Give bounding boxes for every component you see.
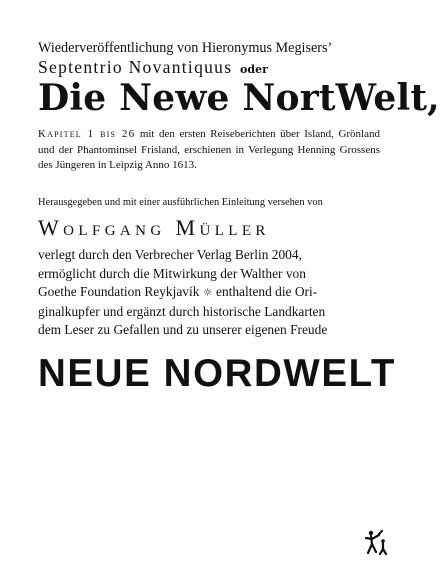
foundation-name: Goethe Foundation Reykjavík	[38, 284, 200, 299]
publisher-figure-logo	[362, 528, 390, 556]
description-paragraph	[38, 127, 380, 174]
publisher-paragraph	[38, 246, 380, 340]
ornament-icon: ☼	[202, 286, 213, 299]
oder-word: oder	[240, 63, 268, 76]
subtitle-line	[38, 57, 378, 78]
publisher-line-4: ginalkupfer und ergänzt durch historische Landkarten	[38, 303, 326, 319]
intro-line: Wiederveröffentlichung von Hieronymus Megisers’	[38, 40, 333, 56]
subtitle-text: Septentrio Novantiquus	[38, 57, 233, 77]
description-text: mit den ersten Reiseberichten über Island, Grönland und der Phantominsel Frisland, erschienen in Verlegung Henning Grossens des Jüngeren in Leipzig Anno 1613.	[38, 128, 380, 171]
publisher-line-5: dem Leser zu Gefallen und zu unserer eigenen Freude	[38, 322, 328, 337]
publisher-line-3-rest: enthaltend die Ori-	[212, 284, 318, 299]
chapters-label: Kapitel 1 bis 26	[38, 128, 136, 140]
publisher-line-2: ermöglicht durch die Mitwirkung der Walther von	[38, 265, 306, 281]
fraktur-title: Die Newe NortWelt,	[38, 77, 440, 119]
author-name: Wolfgang Müller	[38, 215, 270, 240]
main-title: NEUE NORDWELT	[38, 352, 397, 395]
editor-credit-line: Herausgegeben und mit einer ausführlichen Einleitung versehen von	[38, 197, 323, 208]
publisher-line-3	[38, 283, 380, 303]
publisher-line-1: verlegt durch den Verbrecher Verlag Berlin 2004,	[38, 247, 302, 262]
